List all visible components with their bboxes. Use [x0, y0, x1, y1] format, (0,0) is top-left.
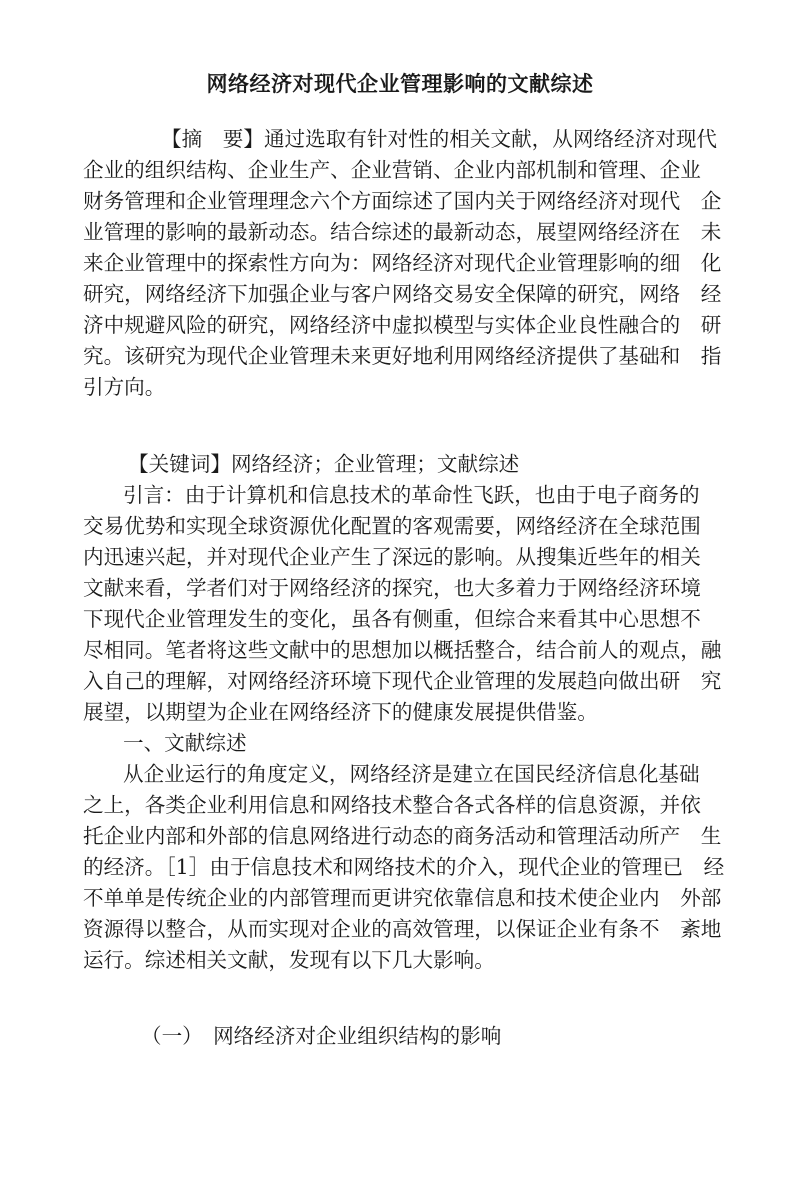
abstract-line: 引方向。	[83, 375, 166, 399]
intro-line: 入自己的理解，对网络经济环境下现代企业管理的发展趋向做出研 究	[83, 669, 722, 693]
section-line: 托企业内部和外部的信息网络进行动态的商务活动和管理活动所产 生	[83, 824, 722, 848]
abstract-line: 【摘 要】通过选取有针对性的相关文献，从网络经济对现代	[161, 127, 718, 151]
abstract-line: 济中规避风险的研究，网络经济中虚拟模型与实体企业良性融合的 研	[83, 313, 722, 337]
intro-line: 下现代企业管理发生的变化，虽各有侧重，但综合来看其中心思想不	[83, 607, 701, 631]
section-heading: 一、文献综述	[123, 731, 247, 755]
intro-line: 展望，以期望为企业在网络经济下的健康发展提供借鉴。	[83, 700, 598, 724]
abstract-line: 企业的组织结构、企业生产、企业营销、企业内部机制和管理、企业	[83, 158, 701, 182]
section-line: 的经济。［1］由于信息技术和网络技术的介入，现代企业的管理已 经	[83, 855, 725, 879]
section-line: 从企业运行的角度定义，网络经济是建立在国民经济信息化基础	[123, 762, 700, 786]
abstract-line: 究。该研究为现代企业管理未来更好地利用网络经济提供了基础和 指	[83, 344, 722, 368]
intro-line: 交易优势和实现全球资源优化配置的客观需要，网络经济在全球范围	[83, 514, 701, 538]
intro-line: 引言：由于计算机和信息技术的革命性飞跃，也由于电子商务的	[123, 483, 700, 507]
intro-line: 内迅速兴起，并对现代企业产生了深远的影响。从搜集近些年的相关	[83, 545, 701, 569]
document-title: 网络经济对现代企业管理影响的文献综述	[206, 72, 594, 96]
abstract-line: 业管理的影响的最新动态。结合综述的最新动态，展望网络经济在 未	[83, 220, 722, 244]
keywords-line: 【关键词】网络经济；企业管理；文献综述	[128, 452, 520, 476]
abstract-line: 研究，网络经济下加强企业与客户网络交易安全保障的研究，网络 经	[83, 282, 722, 306]
section-line: 不单单是传统企业的内部管理而更讲究依靠信息和技术使企业内 外部	[83, 886, 722, 910]
section-line: 资源得以整合，从而实现对企业的高效管理，以保证企业有条不 紊地	[83, 917, 722, 941]
intro-line: 尽相同。笔者将这些文献中的思想加以概括整合，结合前人的观点，融	[83, 638, 722, 662]
abstract-line: 来企业管理中的探索性方向为：网络经济对现代企业管理影响的细 化	[83, 251, 722, 275]
abstract-line: 财务管理和企业管理理念六个方面综述了国内关于网络经济对现代 企	[83, 189, 722, 213]
section-line: 之上，各类企业利用信息和网络技术整合各式各样的信息资源，并依	[83, 793, 701, 817]
intro-line: 文献来看，学者们对于网络经济的探究，也大多着力于网络经济环境	[83, 576, 701, 600]
section-line: 运行。综述相关文献，发现有以下几大影响。	[83, 948, 495, 972]
subsection-heading: （一） 网络经济对企业组织结构的影响	[141, 1024, 502, 1048]
